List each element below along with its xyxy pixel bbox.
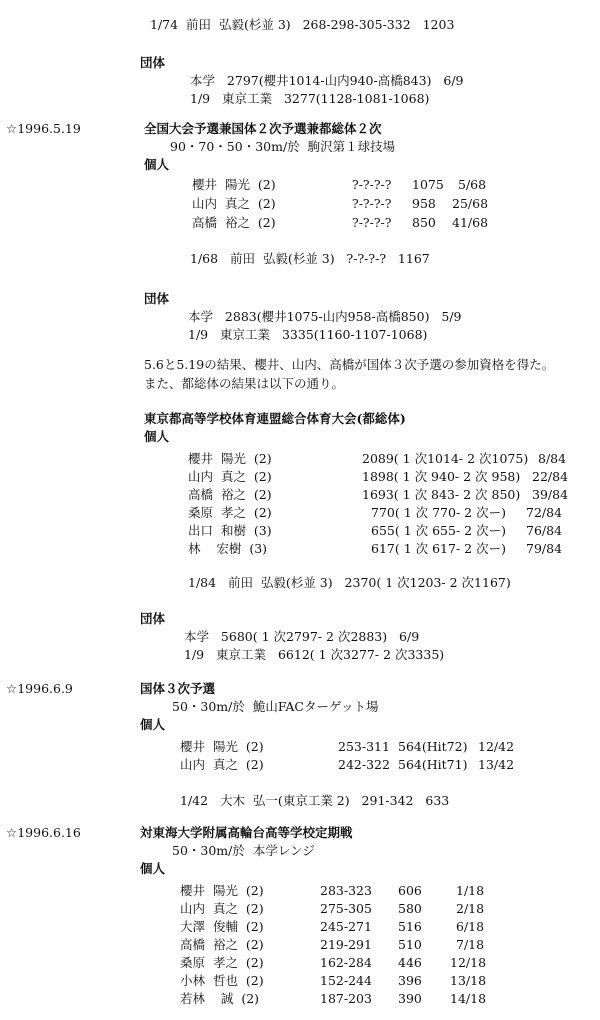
rank: 79/84 [526, 541, 563, 556]
athlete-name: 若林 誠 (2) [180, 991, 260, 1006]
athlete-name: 櫻井 陽光 (2) [180, 883, 264, 898]
team-result-line: 1/9 東京工業 3277(1128-1081-1068) [190, 91, 430, 106]
event-venue: 90・70・50・30m/於 駒沢第１球技場 [170, 139, 396, 154]
note-text: また、都総体の結果は以下の通り。 [144, 376, 345, 391]
rank: 12/18 [450, 955, 487, 970]
rank: 5/68 [458, 177, 487, 192]
rank: 13/18 [450, 973, 487, 988]
rank: 41/68 [452, 215, 489, 230]
rank: 25/68 [452, 196, 489, 211]
round-scores: 245-271 [320, 919, 372, 934]
score-detail: 1693( 1 次 843- 2 次 850) [362, 487, 521, 502]
rank: 8/84 [538, 451, 567, 466]
total-score: 850 [412, 215, 436, 230]
individual-heading: 個人 [140, 861, 166, 876]
event-title: 対東海大学附属高輪台高等学校定期戦 [140, 825, 353, 840]
round-scores: 187-203 [320, 991, 372, 1006]
rank: 12/42 [478, 739, 515, 754]
event-title: 東京都高等学校体育連盟総合体育大会(都総体) [144, 411, 406, 426]
athlete-name: 林 宏樹 (3) [188, 541, 268, 556]
athlete-name: 山内 真之 (2) [188, 469, 272, 484]
team-result-line: 本学 2797(櫻井1014-山内940-高橋843) 6/9 [190, 73, 464, 88]
total-score: 580 [398, 901, 422, 916]
round-scores: ?-?-?-? [352, 215, 392, 230]
total-score: 390 [398, 991, 422, 1006]
event-title: 国体３次予選 [140, 681, 216, 696]
individual-heading: 個人 [144, 157, 170, 172]
event-title: 全国大会予選兼国体２次予選兼都総体２次 [144, 121, 382, 136]
athlete-name: 出口 和樹 (3) [188, 523, 272, 538]
best-score-line: 1/84 前田 弘毅(杉並 3) 2370( 1 次1203- 2 次1167) [188, 575, 511, 590]
score-detail: 770( 1 次 770- 2 次ー) [371, 505, 506, 520]
athlete-name: 山内 真之 (2) [180, 901, 264, 916]
score-detail: 2089( 1 次1014- 2 次1075) [362, 451, 529, 466]
rank: 2/18 [456, 901, 485, 916]
rank: 13/42 [478, 757, 515, 772]
individual-heading: 個人 [144, 429, 170, 444]
event-date: ☆1996.5.19 [6, 121, 81, 136]
athlete-name: 櫻井 陽光 (2) [180, 739, 264, 754]
athlete-name: 大澤 俊輔 (2) [180, 919, 264, 934]
event-date: ☆1996.6.16 [6, 825, 81, 840]
athlete-name: 高橋 裕之 (2) [188, 487, 272, 502]
round-scores: 219-291 [320, 937, 372, 952]
athlete-name: 櫻井 陽光 (2) [188, 451, 272, 466]
rank: 7/18 [456, 937, 485, 952]
rank: 14/18 [450, 991, 487, 1006]
rank: 39/84 [532, 487, 569, 502]
round-scores: 162-284 [320, 955, 372, 970]
score-detail: 655( 1 次 655- 2 次ー) [371, 523, 506, 538]
total-score: 564(Hit71) [398, 757, 468, 772]
round-scores: ?-?-?-? [352, 196, 392, 211]
athlete-name: 高橋 裕之 (2) [192, 215, 276, 230]
athlete-name: 高橋 裕之 (2) [180, 937, 264, 952]
rank: 76/84 [526, 523, 563, 538]
total-score: 958 [412, 196, 436, 211]
event-venue: 50・30m/於 鮠山FACターゲット場 [172, 699, 379, 714]
score-detail: 617( 1 次 617- 2 次ー) [371, 541, 506, 556]
team-result-line: 本学 5680( 1 次2797- 2 次2883) 6/9 [184, 629, 420, 644]
athlete-name: 山内 真之 (2) [180, 757, 264, 772]
athlete-name: 櫻井 陽光 (2) [192, 177, 276, 192]
athlete-name: 桑原 孝之 (2) [188, 505, 272, 520]
event-venue: 50・30m/於 本学レンジ [172, 843, 315, 858]
round-scores: ?-?-?-? [352, 177, 392, 192]
rank: 22/84 [532, 469, 569, 484]
athlete-name: 山内 真之 (2) [192, 196, 276, 211]
score-detail: 1898( 1 次 940- 2 次 958) [362, 469, 521, 484]
rank: 72/84 [526, 505, 563, 520]
round-scores: 242-322 [338, 757, 390, 772]
team-result-line: 1/9 東京工業 6612( 1 次3277- 2 次3335) [184, 647, 445, 662]
total-score: 510 [398, 937, 422, 952]
round-scores: 152-244 [320, 973, 372, 988]
note-text: 5.6と5.19の結果、櫻井、山内、高橋が国体３次予選の参加資格を得た。 [144, 357, 555, 372]
rank: 6/18 [456, 919, 485, 934]
athlete-name: 桑原 孝之 (2) [180, 955, 264, 970]
event-date: ☆1996.6.9 [6, 681, 73, 696]
total-score: 396 [398, 973, 422, 988]
round-scores: 275-305 [320, 901, 372, 916]
total-score: 446 [398, 955, 422, 970]
total-score: 1075 [412, 177, 444, 192]
team-result-line: 本学 2883(櫻井1075-山内958-高橋850) 5/9 [188, 309, 462, 324]
best-score-line: 1/42 大木 弘一(東京工業 2) 291-342 633 [180, 793, 450, 808]
team-heading: 団体 [140, 55, 166, 70]
rank: 1/18 [456, 883, 485, 898]
round-scores: 253-311 [338, 739, 390, 754]
round-scores: 283-323 [320, 883, 372, 898]
athlete-name: 小林 哲也 (2) [180, 973, 264, 988]
team-heading: 団体 [144, 291, 170, 306]
best-score-line: 1/68 前田 弘毅(杉並 3) ?-?-?-? 1167 [190, 251, 430, 266]
total-score: 516 [398, 919, 422, 934]
team-result-line: 1/9 東京工業 3335(1160-1107-1068) [188, 327, 428, 342]
team-heading: 団体 [140, 611, 166, 626]
individual-heading: 個人 [140, 717, 166, 732]
total-score: 606 [398, 883, 422, 898]
total-score: 564(Hit72) [398, 739, 468, 754]
best-score-line: 1/74 前田 弘毅(杉並 3) 268-298-305-332 1203 [150, 17, 455, 32]
